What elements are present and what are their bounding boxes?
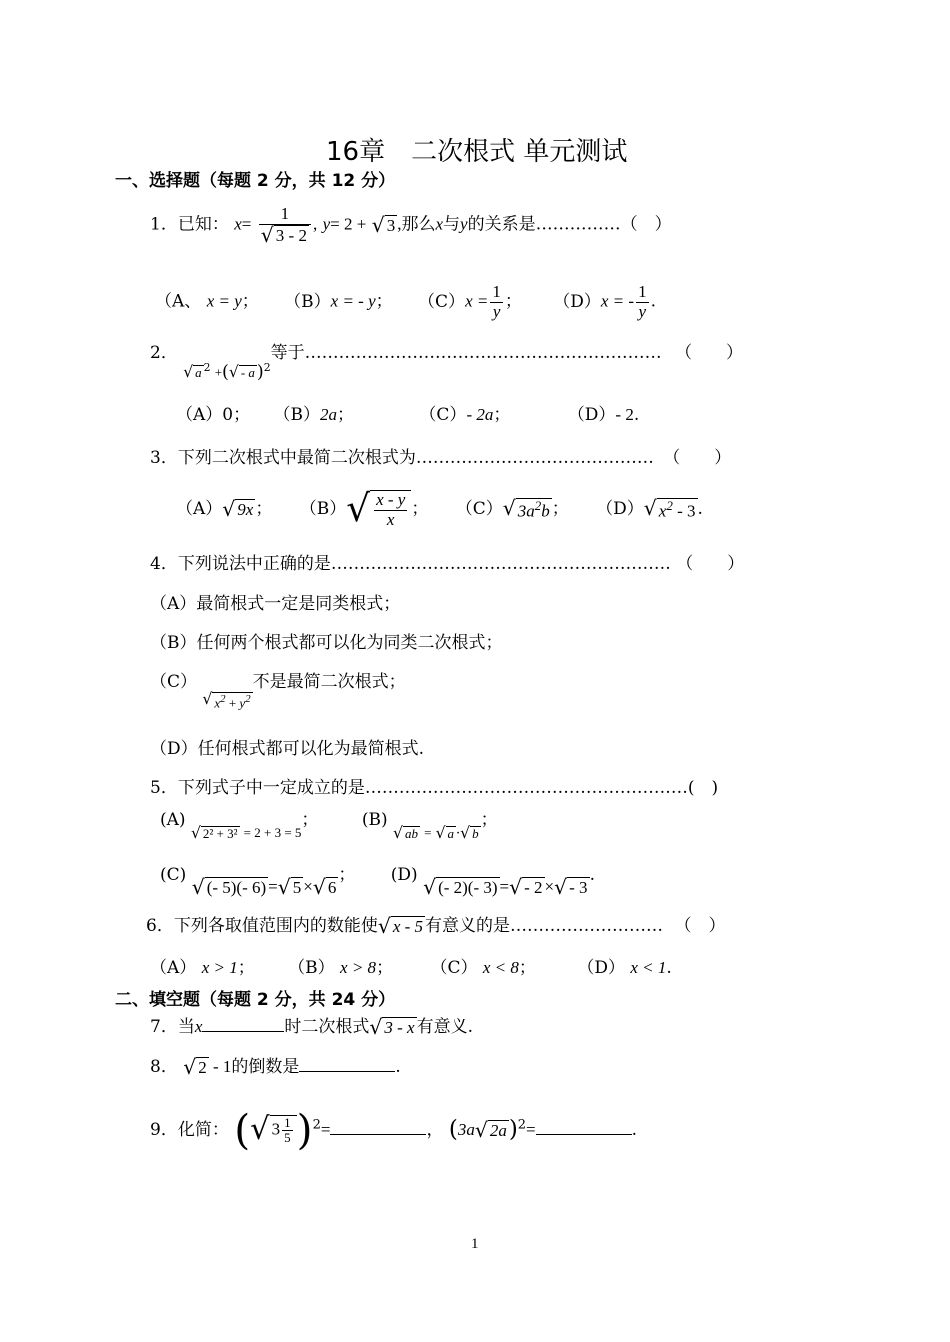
question-3: 3．下列二次根式中最简二次根式为…………………………………… （ ） [150, 448, 732, 468]
section-1-heading: 一、选择题（每题 2 分，共 12 分） [115, 171, 396, 191]
answer-paren: （ ） [663, 448, 732, 468]
question-5-options-cd: (C) √ (- 5)(- 6) = √ 5 × √ 6 ； (D) √ (- 2)(- 3) = √ - 2 × √ - 3 . [160, 865, 595, 900]
answer-paren: （ ） [676, 554, 745, 574]
question-4-option-c: （C） √ $x^2 + y^2$ 不是最简二次根式； [150, 672, 406, 711]
question-4-option-a: （A）最简根式一定是同类根式； [150, 594, 401, 614]
page-number: 1 [471, 1236, 479, 1252]
answer-blank[interactable] [536, 1119, 632, 1135]
question-5: 5．下列式子中一定成立的是…………………………………………………( ) [150, 778, 719, 798]
question-2-options: （A）0； （B）2a； （C）- 2a； （D）- 2. [176, 405, 640, 425]
question-1-options: （A、 x = y； （B）x = - y； （C）x = $\frac{1}{y}$ ； （D）x = - $\frac{1}{y}$ . [155, 282, 656, 321]
question-6-options: （A） x > 1； （B） x > 8； （C） x < 8； （D） x < 1. [150, 958, 672, 978]
question-6: 6．下列各取值范围内的数能使 √ x - 5 有意义的是……………………… （ ） [146, 914, 726, 939]
answer-paren: （ ） [620, 214, 672, 235]
question-8: 8． √ 2 - 1的倒数是 . [150, 1055, 401, 1080]
question-9: 9．化简： ( √ 3 $\frac{1}{5}$ )$^2$= ， (3a √ 2a )$^2$= . [150, 1106, 638, 1154]
answer-paren: ( ) [687, 778, 719, 798]
question-5-options-ab: (A) √ 2² + 3² = 2 + 3 = 5； (B) √ ab = √ a · √ b ； [160, 810, 498, 842]
question-2: 2． √ a $^2$ +( √ - a )$^2$等于……………………………………………………… （ ） [150, 343, 744, 382]
section-2-heading: 二、填空题（每题 2 分，共 24 分） [115, 990, 396, 1010]
sqrt-3: √ 3 [371, 212, 396, 237]
question-4-option-b: （B）任何两个根式都可以化为同类二次根式； [150, 633, 503, 653]
answer-paren: （ ） [675, 343, 744, 363]
answer-blank[interactable] [330, 1119, 426, 1135]
fraction: 1 √ 3 - 2 [259, 205, 311, 245]
answer-blank[interactable] [202, 1016, 284, 1032]
question-3-options: （A） √ 9x ； （B） √ $\frac{x - y}{x}$ ； （C） √ $3a^2b$ ； （D） √ $x^2 - 3$ . [176, 486, 703, 530]
question-1: 1．已知： x= 1 √ 3 - 2 , y= 2 + √ 3 ,那么x与y的关系是……………（ ） [150, 204, 672, 247]
question-4: 4．下列说法中正确的是…………………………………………………… （ ） [150, 554, 745, 574]
question-4-option-d: （D）任何根式都可以化为最简根式. [150, 739, 425, 759]
page-title: 16章 二次根式 单元测试 [326, 137, 628, 167]
answer-paren: （ ） [674, 916, 726, 936]
question-7: 7．当x 时二次根式 √ 3 - x 有意义. [150, 1015, 473, 1040]
answer-blank[interactable] [299, 1056, 395, 1072]
